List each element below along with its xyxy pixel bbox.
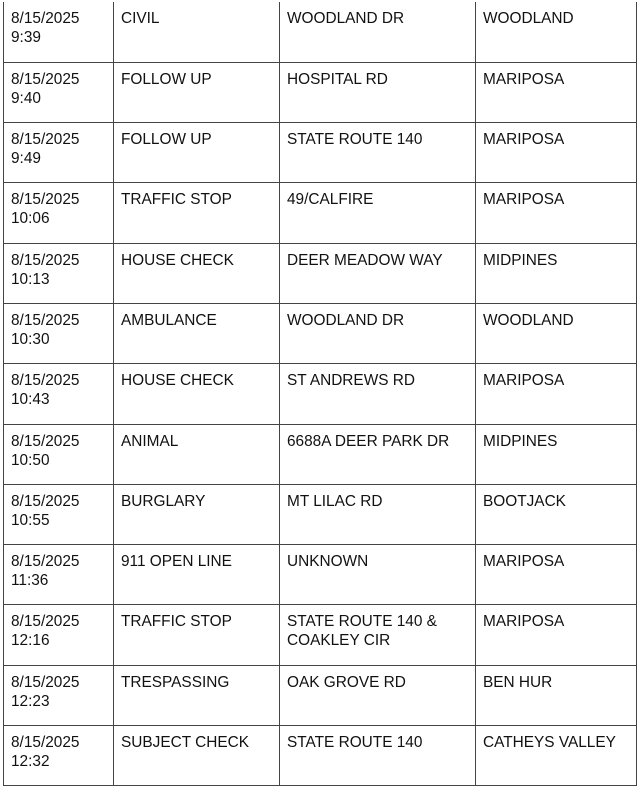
incident-log-table <box>3 2 637 786</box>
table-row <box>4 665 637 725</box>
time-text: 9:39 <box>11 29 41 46</box>
location-text: UNKNOWN <box>287 553 369 571</box>
location-cell <box>280 484 476 544</box>
call-type-text: HOUSE CHECK <box>121 372 234 390</box>
town-cell <box>476 303 637 363</box>
date-text: 8/15/2025 <box>11 251 80 269</box>
town-text: BOOTJACK <box>483 492 566 510</box>
date-text: 8/15/2025 <box>11 372 80 390</box>
town-cell <box>476 605 637 665</box>
call-type-cell <box>114 303 280 363</box>
call-type-cell <box>114 2 280 62</box>
call-type-cell <box>114 665 280 725</box>
location-cell <box>280 726 476 786</box>
time-text: 9:40 <box>11 89 41 107</box>
datetime-cell <box>4 545 114 605</box>
table-row <box>4 726 637 786</box>
location-cell <box>280 424 476 484</box>
datetime-cell <box>4 183 114 243</box>
call-type-text: TRESPASSING <box>121 673 230 691</box>
time-text: 10:50 <box>11 451 50 469</box>
location-text: WOODLAND DR <box>287 10 405 27</box>
datetime-cell <box>4 605 114 665</box>
location-cell <box>280 545 476 605</box>
time-text: 9:49 <box>11 150 41 168</box>
call-type-cell <box>114 424 280 484</box>
location-cell <box>280 364 476 424</box>
time-text: 12:23 <box>11 692 50 710</box>
table-row <box>4 484 637 544</box>
location-text: OAK GROVE RD <box>287 673 406 691</box>
datetime-cell <box>4 424 114 484</box>
town-cell <box>476 484 637 544</box>
table-row <box>4 303 637 363</box>
date-text: 8/15/2025 <box>11 734 80 752</box>
datetime-cell <box>4 62 114 122</box>
table-row <box>4 424 637 484</box>
call-type-cell <box>114 62 280 122</box>
time-text: 10:13 <box>11 270 50 288</box>
town-text: MARIPOSA <box>483 553 565 571</box>
table-row <box>4 62 637 122</box>
call-type-text: SUBJECT CHECK <box>121 734 249 752</box>
call-type-cell <box>114 183 280 243</box>
call-type-cell <box>114 726 280 786</box>
location-cell <box>280 183 476 243</box>
town-text: MARIPOSA <box>483 70 565 88</box>
call-type-cell <box>114 123 280 183</box>
call-type-cell <box>114 605 280 665</box>
call-type-text: ANIMAL <box>121 432 179 450</box>
table-row <box>4 183 637 243</box>
town-text: MIDPINES <box>483 432 558 450</box>
town-text: MIDPINES <box>483 251 558 269</box>
location-cell <box>280 243 476 303</box>
call-type-text: 911 OPEN LINE <box>121 553 232 571</box>
date-text: 8/15/2025 <box>11 70 80 88</box>
date-text: 8/15/2025 <box>11 673 80 691</box>
location-cell <box>280 665 476 725</box>
town-cell <box>476 545 637 605</box>
table-row <box>4 545 637 605</box>
call-type-text: FOLLOW UP <box>121 70 212 88</box>
table-row <box>4 605 637 665</box>
town-cell <box>476 243 637 303</box>
datetime-cell <box>4 123 114 183</box>
location-cell <box>280 123 476 183</box>
location-text: 49/CALFIRE <box>287 191 374 209</box>
time-text: 10:43 <box>11 391 50 409</box>
location-text: 6688A DEER PARK DR <box>287 432 450 450</box>
town-cell <box>476 2 637 62</box>
location-text: ST ANDREWS RD <box>287 372 415 390</box>
date-text: 8/15/2025 <box>11 432 80 450</box>
date-text: 8/15/2025 <box>11 613 80 631</box>
time-text: 12:16 <box>11 632 50 650</box>
table-row <box>4 243 637 303</box>
date-text: 8/15/2025 <box>11 10 80 27</box>
time-text: 10:30 <box>11 330 50 348</box>
call-type-cell <box>114 545 280 605</box>
location-text: STATE ROUTE 140 <box>287 131 423 149</box>
date-text: 8/15/2025 <box>11 131 80 149</box>
incident-log-body <box>4 2 637 786</box>
town-text: WOODLAND <box>483 311 574 329</box>
location-text: STATE ROUTE 140 & COAKLEY CIR <box>287 613 437 650</box>
town-cell <box>476 665 637 725</box>
location-cell <box>280 605 476 665</box>
location-text: MT LILAC RD <box>287 492 383 510</box>
town-text: WOODLAND <box>483 10 574 27</box>
call-type-text: HOUSE CHECK <box>121 251 234 269</box>
table-row <box>4 2 637 62</box>
town-text: MARIPOSA <box>483 131 565 149</box>
location-text: WOODLAND DR <box>287 311 405 329</box>
call-type-text: BURGLARY <box>121 492 206 510</box>
datetime-cell <box>4 243 114 303</box>
time-text: 12:32 <box>11 753 50 771</box>
location-text: STATE ROUTE 140 <box>287 734 423 752</box>
town-text: MARIPOSA <box>483 191 565 209</box>
location-cell <box>280 62 476 122</box>
location-text: DEER MEADOW WAY <box>287 251 443 269</box>
location-text: HOSPITAL RD <box>287 70 388 88</box>
datetime-cell <box>4 665 114 725</box>
datetime-cell <box>4 726 114 786</box>
town-cell <box>476 62 637 122</box>
call-type-cell <box>114 484 280 544</box>
call-type-cell <box>114 364 280 424</box>
time-text: 10:55 <box>11 511 50 529</box>
date-text: 8/15/2025 <box>11 311 80 329</box>
call-type-text: TRAFFIC STOP <box>121 191 232 209</box>
date-text: 8/15/2025 <box>11 492 80 510</box>
table-row <box>4 123 637 183</box>
town-text: MARIPOSA <box>483 613 565 631</box>
town-cell <box>476 424 637 484</box>
date-text: 8/15/2025 <box>11 553 80 571</box>
table-row <box>4 364 637 424</box>
location-cell <box>280 2 476 62</box>
town-cell <box>476 726 637 786</box>
date-text: 8/15/2025 <box>11 191 80 209</box>
time-text: 11:36 <box>11 572 49 590</box>
town-cell <box>476 364 637 424</box>
town-text: BEN HUR <box>483 673 553 691</box>
call-type-cell <box>114 243 280 303</box>
location-cell <box>280 303 476 363</box>
town-text: CATHEYS VALLEY <box>483 734 616 752</box>
datetime-cell <box>4 364 114 424</box>
datetime-cell <box>4 303 114 363</box>
call-type-text: TRAFFIC STOP <box>121 613 232 631</box>
town-cell <box>476 183 637 243</box>
datetime-cell <box>4 2 114 62</box>
town-text: MARIPOSA <box>483 372 565 390</box>
call-type-text: FOLLOW UP <box>121 131 212 149</box>
call-type-text: CIVIL <box>121 10 160 27</box>
time-text: 10:06 <box>11 210 50 228</box>
town-cell <box>476 123 637 183</box>
datetime-cell <box>4 484 114 544</box>
call-type-text: AMBULANCE <box>121 311 217 329</box>
